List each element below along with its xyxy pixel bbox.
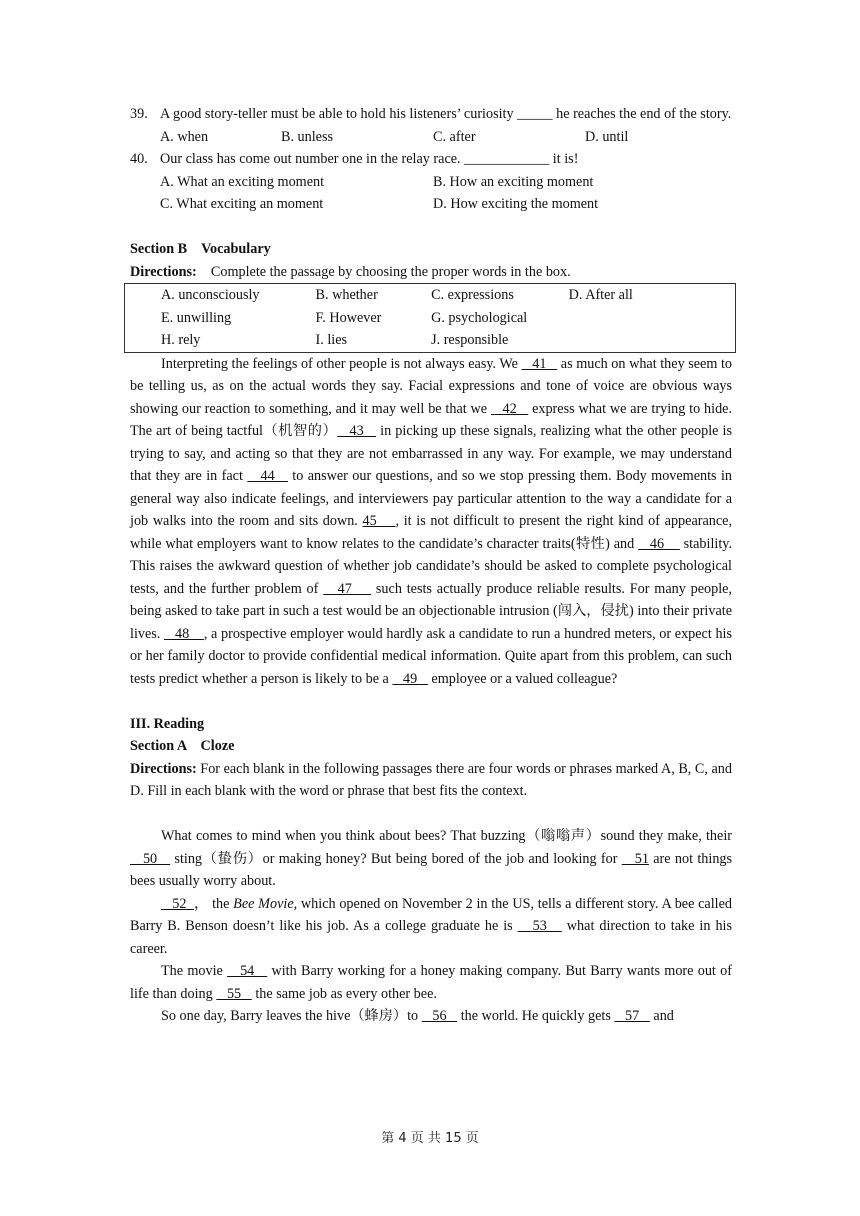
word-option: J. responsible [431,332,509,348]
directions-text: Complete the passage by choosing the proper words in the box. [210,263,571,280]
reading-heading: III. Reading [130,715,205,732]
blank-43: 43 [337,423,377,439]
passage-text: to answer our questions, and so we stop pressing them. Body movements in general way also indicate feelings, and interviewers pay particular attention to the way a candidate for a job walks into the room and sits down. [130,468,733,529]
word-option: A. unconsciously [161,287,260,303]
blank-44: 44 [247,468,288,484]
question-text: Our class has come out number one in the relay race. ____________ it is! [160,151,579,167]
passage-text: What comes to mind when you think about bees? That buzzing（嗡嗡声）sound they make, their [161,828,732,844]
cloze-paragraph-4 [130,1005,732,1028]
blank-57: 57 [614,1008,650,1024]
passage-text: such tests actually produce reliable results. For many people, being asked to take part in such a test would be an objectionable intrusion (闯入，侵扰) into their private lives. [130,580,732,642]
option-b: B. unless [281,128,334,145]
question-40-options-row-1 [130,171,732,194]
directions-label: Directions: [130,263,197,280]
blank-51: 51 [621,850,649,867]
word-option: B. whether [315,287,378,303]
passage-text: sting（蛰伤）or making honey? But being bored of the job and looking for [170,850,622,867]
passage-text: , which opened on November 2 in the US, tells a different story. A bee called Barry B. Benson doesn’t like his job. As a college graduate he is [130,895,732,934]
option-d: D. How exciting the moment [433,196,599,212]
cloze-section-title: Section A Cloze [130,738,235,754]
blank-45: 45 [362,513,396,529]
word-option: C. expressions [431,287,514,303]
directions-text: For each blank in the following passages there are four words or phrases marked A, B, C, and D. Fill in each blank with the word or phrase that best fits the context. [130,760,732,799]
passage-text: express what we are trying to hide. The art of being tactful（机智的） [130,400,733,439]
passage-text: employee or a valued colleague? [427,670,618,687]
blank-49: 49 [392,670,428,687]
option-a: A. What an exciting moment [160,173,325,190]
section-b-title: Section B Vocabulary [130,241,271,257]
question-39-options [130,126,732,149]
blank-48: 48 [164,625,204,642]
question-text: A good story-teller must be able to hold his listeners’ curiosity _____ he reaches the end of the story. [160,106,732,122]
passage-text: , a prospective employer would hardly ask a candidate to run a hundred meters, or expect his or her family doctor to provide confidential medical information. Quite apart from this problem, can such tests predict whether a person is likely to be a [130,625,733,687]
passage-text: the world. He quickly gets [457,1008,615,1024]
document-page [130,103,732,1028]
blank-55: 55 [216,985,252,1002]
word-box-row-2 [161,307,735,330]
passage-text: in picking up these signals, realizing what the other people is trying to say, and acting so that they are not embarrassed in any way. For example, we may understand that they are in fact [130,423,732,484]
word-option: G. psychological [431,309,528,326]
page-footer: 第 4 页 共 15 页 [381,1131,479,1146]
passage-text: , it is not difficult to present the right kind of appearance, while what employers want to know relates to the candidate’s character traits(特性) and [130,513,732,552]
passage-text: Interpreting the feelings of other people is not always easy. We [161,355,522,372]
question-40-options-row-2 [130,193,732,216]
cloze-paragraph-1 [130,825,732,893]
word-option: H. rely [161,332,201,348]
option-c: C. after [433,128,476,145]
section-b-directions [130,261,732,284]
cloze-directions [130,758,732,803]
vocabulary-passage [130,353,732,691]
word-option: D. After all [568,287,633,303]
word-box [124,283,736,353]
option-a: A. when [160,128,209,145]
directions-label: Directions: [130,760,197,777]
movie-title: Bee Movie [233,895,294,912]
passage-text: So one day, Barry leaves the hive（蜂房）to [161,1008,422,1024]
passage-text: as much on what they seem to be telling us, as on the actual words they say. Facial expressions and tone of voice are obvious ways showing our reaction to something, and it may well be that we [130,355,733,417]
word-box-row-1 [161,284,735,307]
blank-52: 52 [161,895,194,912]
passage-text: and [649,1008,674,1024]
passage-text: with Barry working for a honey making company. But Barry wants more out of life than doing [130,963,733,1002]
blank-50: 50 [130,850,171,867]
word-option: I. lies [315,332,348,348]
question-40 [130,148,732,171]
word-option: F. However [315,309,382,326]
passage-text: what direction to take in his career. [130,918,733,957]
blank-46: 46 [638,535,680,552]
cloze-paragraph-2 [130,893,732,961]
passage-text: The movie [161,963,228,979]
question-number: 39. [130,106,148,122]
blank-41: 41 [521,355,558,372]
blank-56: 56 [421,1008,458,1024]
blank-54: 54 [227,963,268,979]
passage-text: the same job as every other bee. [251,985,437,1002]
option-d: D. until [585,128,629,145]
passage-text: ， the [193,895,234,912]
option-b: B. How an exciting moment [433,173,594,190]
option-c: C. What exciting an moment [160,196,324,212]
passage-text: stability. This raises the awkward question of whether job candidate’s should be asked to complete psychological tests, and the further problem of [130,535,732,597]
word-box-row-3 [161,329,735,352]
blank-42: 42 [490,400,529,417]
blank-47: 47 [323,580,372,597]
word-option: E. unwilling [161,309,232,326]
question-39 [130,103,732,126]
passage-text: are not things bees usually worry about. [130,850,733,889]
blank-53: 53 [517,918,562,934]
question-number: 40. [130,151,148,167]
cloze-paragraph-3 [130,960,732,1005]
